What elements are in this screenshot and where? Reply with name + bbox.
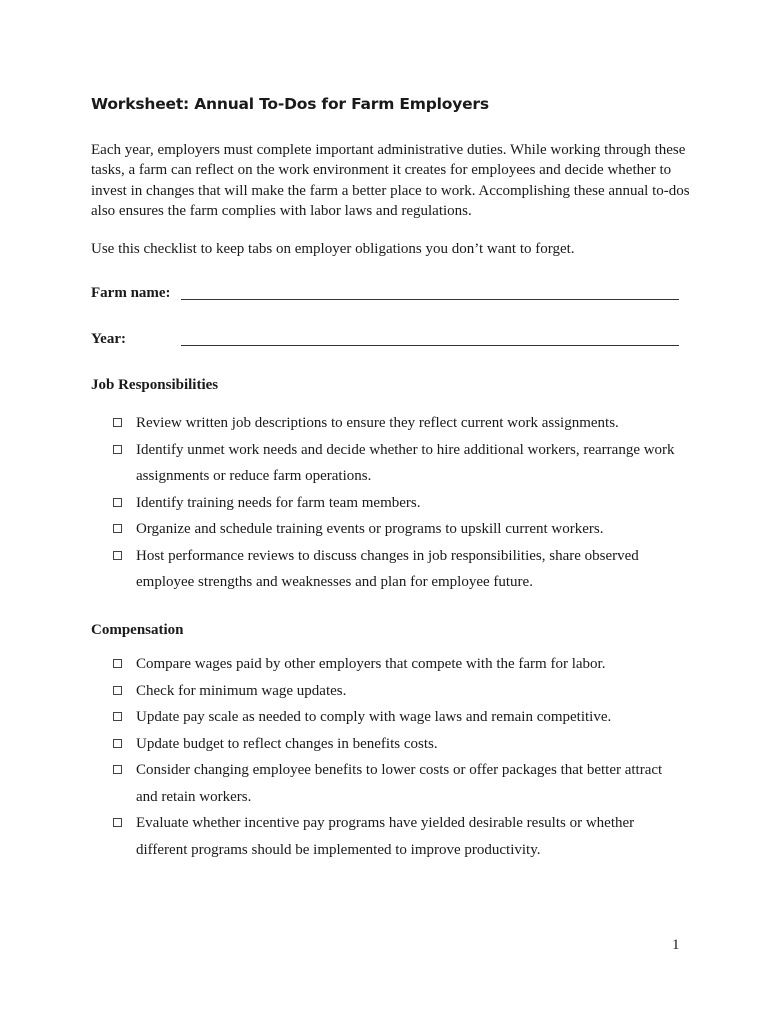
checklist-item <box>112 678 682 705</box>
checkbox[interactable] <box>113 445 122 454</box>
checkbox[interactable] <box>113 551 122 560</box>
checkbox[interactable] <box>113 739 122 748</box>
checklist-item-text: Update budget to reflect changes in benefits costs. <box>136 735 438 752</box>
checklist-item-text: Host performance reviews to discuss changes in job responsibilities, share observed employee strengths and weaknesses and plan for employee future. <box>136 547 639 590</box>
year-label: Year: <box>91 331 126 347</box>
farm-name-field[interactable] <box>181 299 679 300</box>
section-heading-job-responsibilities: Job Responsibilities <box>91 377 219 393</box>
checklist-item-text: Check for minimum wage updates. <box>136 682 347 699</box>
checkbox[interactable] <box>113 659 122 668</box>
checklist-item <box>112 704 682 731</box>
checklist-item-text: Identify unmet work needs and decide whether to hire additional workers, rearrange work assignments or reduce farm operations. <box>136 441 675 484</box>
checklist-item <box>112 437 682 490</box>
checklist-item <box>112 410 682 437</box>
checkbox[interactable] <box>113 686 122 695</box>
page-number: 1 <box>672 937 680 953</box>
checklist-item-text: Update pay scale as needed to comply with wage laws and remain competitive. <box>136 709 612 725</box>
checklist-item <box>112 490 682 517</box>
year-field[interactable] <box>181 345 679 346</box>
checklist-item <box>112 651 682 678</box>
page-title: Worksheet: Annual To-Dos for Farm Employers <box>91 95 489 113</box>
checkbox[interactable] <box>113 524 122 533</box>
checkbox[interactable] <box>113 818 122 827</box>
checklist-item-text: Compare wages paid by other employers that compete with the farm for labor. <box>136 656 606 672</box>
checklist-item <box>112 810 682 863</box>
checklist-item-text: Evaluate whether incentive pay programs have yielded desirable results or whether different programs should be implemented to improve productivity. <box>136 815 635 858</box>
section-heading-compensation: Compensation <box>91 622 184 638</box>
checklist-item-text: Organize and schedule training events or programs to upskill current workers. <box>136 521 604 537</box>
checklist-item-text: Consider changing employee benefits to lower costs or offer packages that better attract and retain workers. <box>136 762 663 805</box>
checklist-item <box>112 731 682 758</box>
checklist-item <box>112 757 682 810</box>
checklist-item-text: Identify training needs for farm team members. <box>136 494 421 511</box>
checkbox[interactable] <box>113 498 122 507</box>
checklist-note: Use this checklist to keep tabs on employer obligations you don’t want to forget. <box>91 241 575 257</box>
farm-name-label: Farm name: <box>91 285 171 301</box>
checkbox[interactable] <box>113 418 122 427</box>
compensation-checklist <box>112 651 682 863</box>
checklist-item-text: Review written job descriptions to ensure they reflect current work assignments. <box>136 415 619 431</box>
checkbox[interactable] <box>113 765 122 774</box>
intro-paragraph: Each year, employers must complete important administrative duties. While working through these tasks, a farm can reflect on the work environment it creates for employees and decide whether to invest in changes that will make the farm a better place to work. Accomplishing these annual to-dos also ensures the farm complies with labor laws and regulations. <box>91 142 690 219</box>
job-responsibilities-checklist <box>112 410 682 596</box>
checklist-item <box>112 543 682 596</box>
checklist-item <box>112 516 682 543</box>
checkbox[interactable] <box>113 712 122 721</box>
